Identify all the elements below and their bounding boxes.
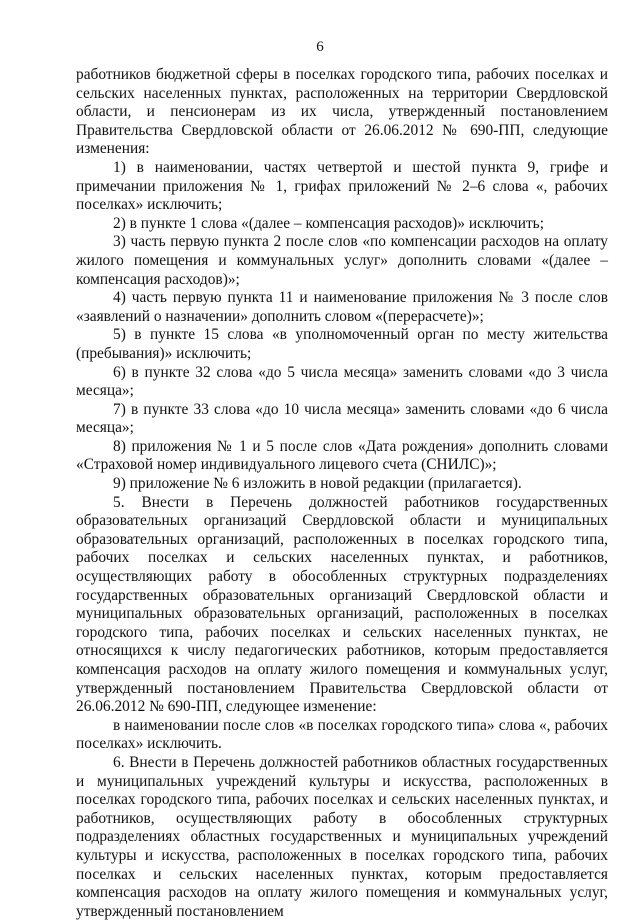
paragraph-item-1: 1) в наименовании, частях четвертой и шестой пункта 9, грифе и примечании приложения № 1, грифах приложений № 2–6 слова «, рабочих поселках» исключить;: [76, 158, 608, 214]
paragraph-item-5: 5) в пункте 15 слова «в уполномоченный орган по месту жительства (пребывания)» исключить;: [76, 326, 608, 362]
document-body: [76, 66, 608, 921]
paragraph-item-2: 2) в пункте 1 слова «(далее – компенсация расходов)» исключить;: [113, 214, 544, 232]
paragraph-section-5-change: в наименовании после слов «в поселках городского типа» слова «, рабочих поселках» исключить.: [76, 716, 608, 753]
page-number: 6: [316, 39, 324, 55]
paragraph-item-4: 4) часть первую пункта 11 и наименование приложения № 3 после слов «заявлений о назначении» дополнить словом «(перерасчете)»;: [76, 289, 608, 325]
paragraph-item-7: 7) в пункте 33 слова «до 10 числа месяца» заменить словами «до 6 числа месяца»;: [76, 400, 608, 437]
paragraph-item-6: 6) в пункте 32 слова «до 5 числа месяца» заменить словами «до 3 числа месяца»;: [76, 363, 608, 400]
paragraph-section-5: 5. Внести в Перечень должностей работников государственных образовательных организаций Свердловской области и муниципальных образовательных организаций, расположенных в поселках городского типа, рабочих поселках и сельских населенных пунктах, и работников, осуществляющих работу в обособленных структурных подразделениях государственных образовательных организаций Свердловской области и муниципальных образовательных организаций, расположенных в поселках городского типа, рабочих поселках и сельских населенных пунктах, не относящихся к числу педагогических работников, которым предоставляется компенсация расходов на оплату жилого помещения и коммунальных услуг, утвержденный постановлением Правительства Свердловской области от 26.06.2012 № 690-ПП, следующее изменение:: [76, 493, 608, 716]
paragraph-item-3: 3) часть первую пункта 2 после слов «по компенсации расходов на оплату жилого помещения и коммунальных услуг» дополнить словами «(далее – компенсация расходов)»;: [76, 233, 608, 288]
paragraph-intro-continuation: работников бюджетной сферы в поселках городского типа, рабочих поселках и сельских населенных пунктах, расположенных на территории Свердловской области, и пенсионерам из их числа, утвержденный постановлением Правительства Свердловской области от 26.06.2012 № 690-ПП, следующие изменения:: [76, 66, 608, 158]
paragraph-item-9: 9) приложение № 6 изложить в новой редакции (прилагается).: [113, 475, 522, 493]
paragraph-item-8: 8) приложения № 1 и 5 после слов «Дата рождения» дополнить словами «Страховой номер индивидуального лицевого счета (СНИЛС)»;: [76, 437, 608, 474]
paragraph-section-6: 6. Внести в Перечень должностей работников областных государственных и муниципальных учреждений культуры и искусства, расположенных в поселках городского типа, рабочих поселках и сельских населенных пунктах, и работников, осуществляющих работу в обособленных структурных подразделениях областных государственных и муниципальных учреждений культуры и искусства, расположенных в поселках городского типа, рабочих поселках и сельских населенных пунктах, которым предоставляется компенсация расходов на оплату жилого помещения и коммунальных услуг, утвержденный постановлением: [76, 753, 608, 920]
